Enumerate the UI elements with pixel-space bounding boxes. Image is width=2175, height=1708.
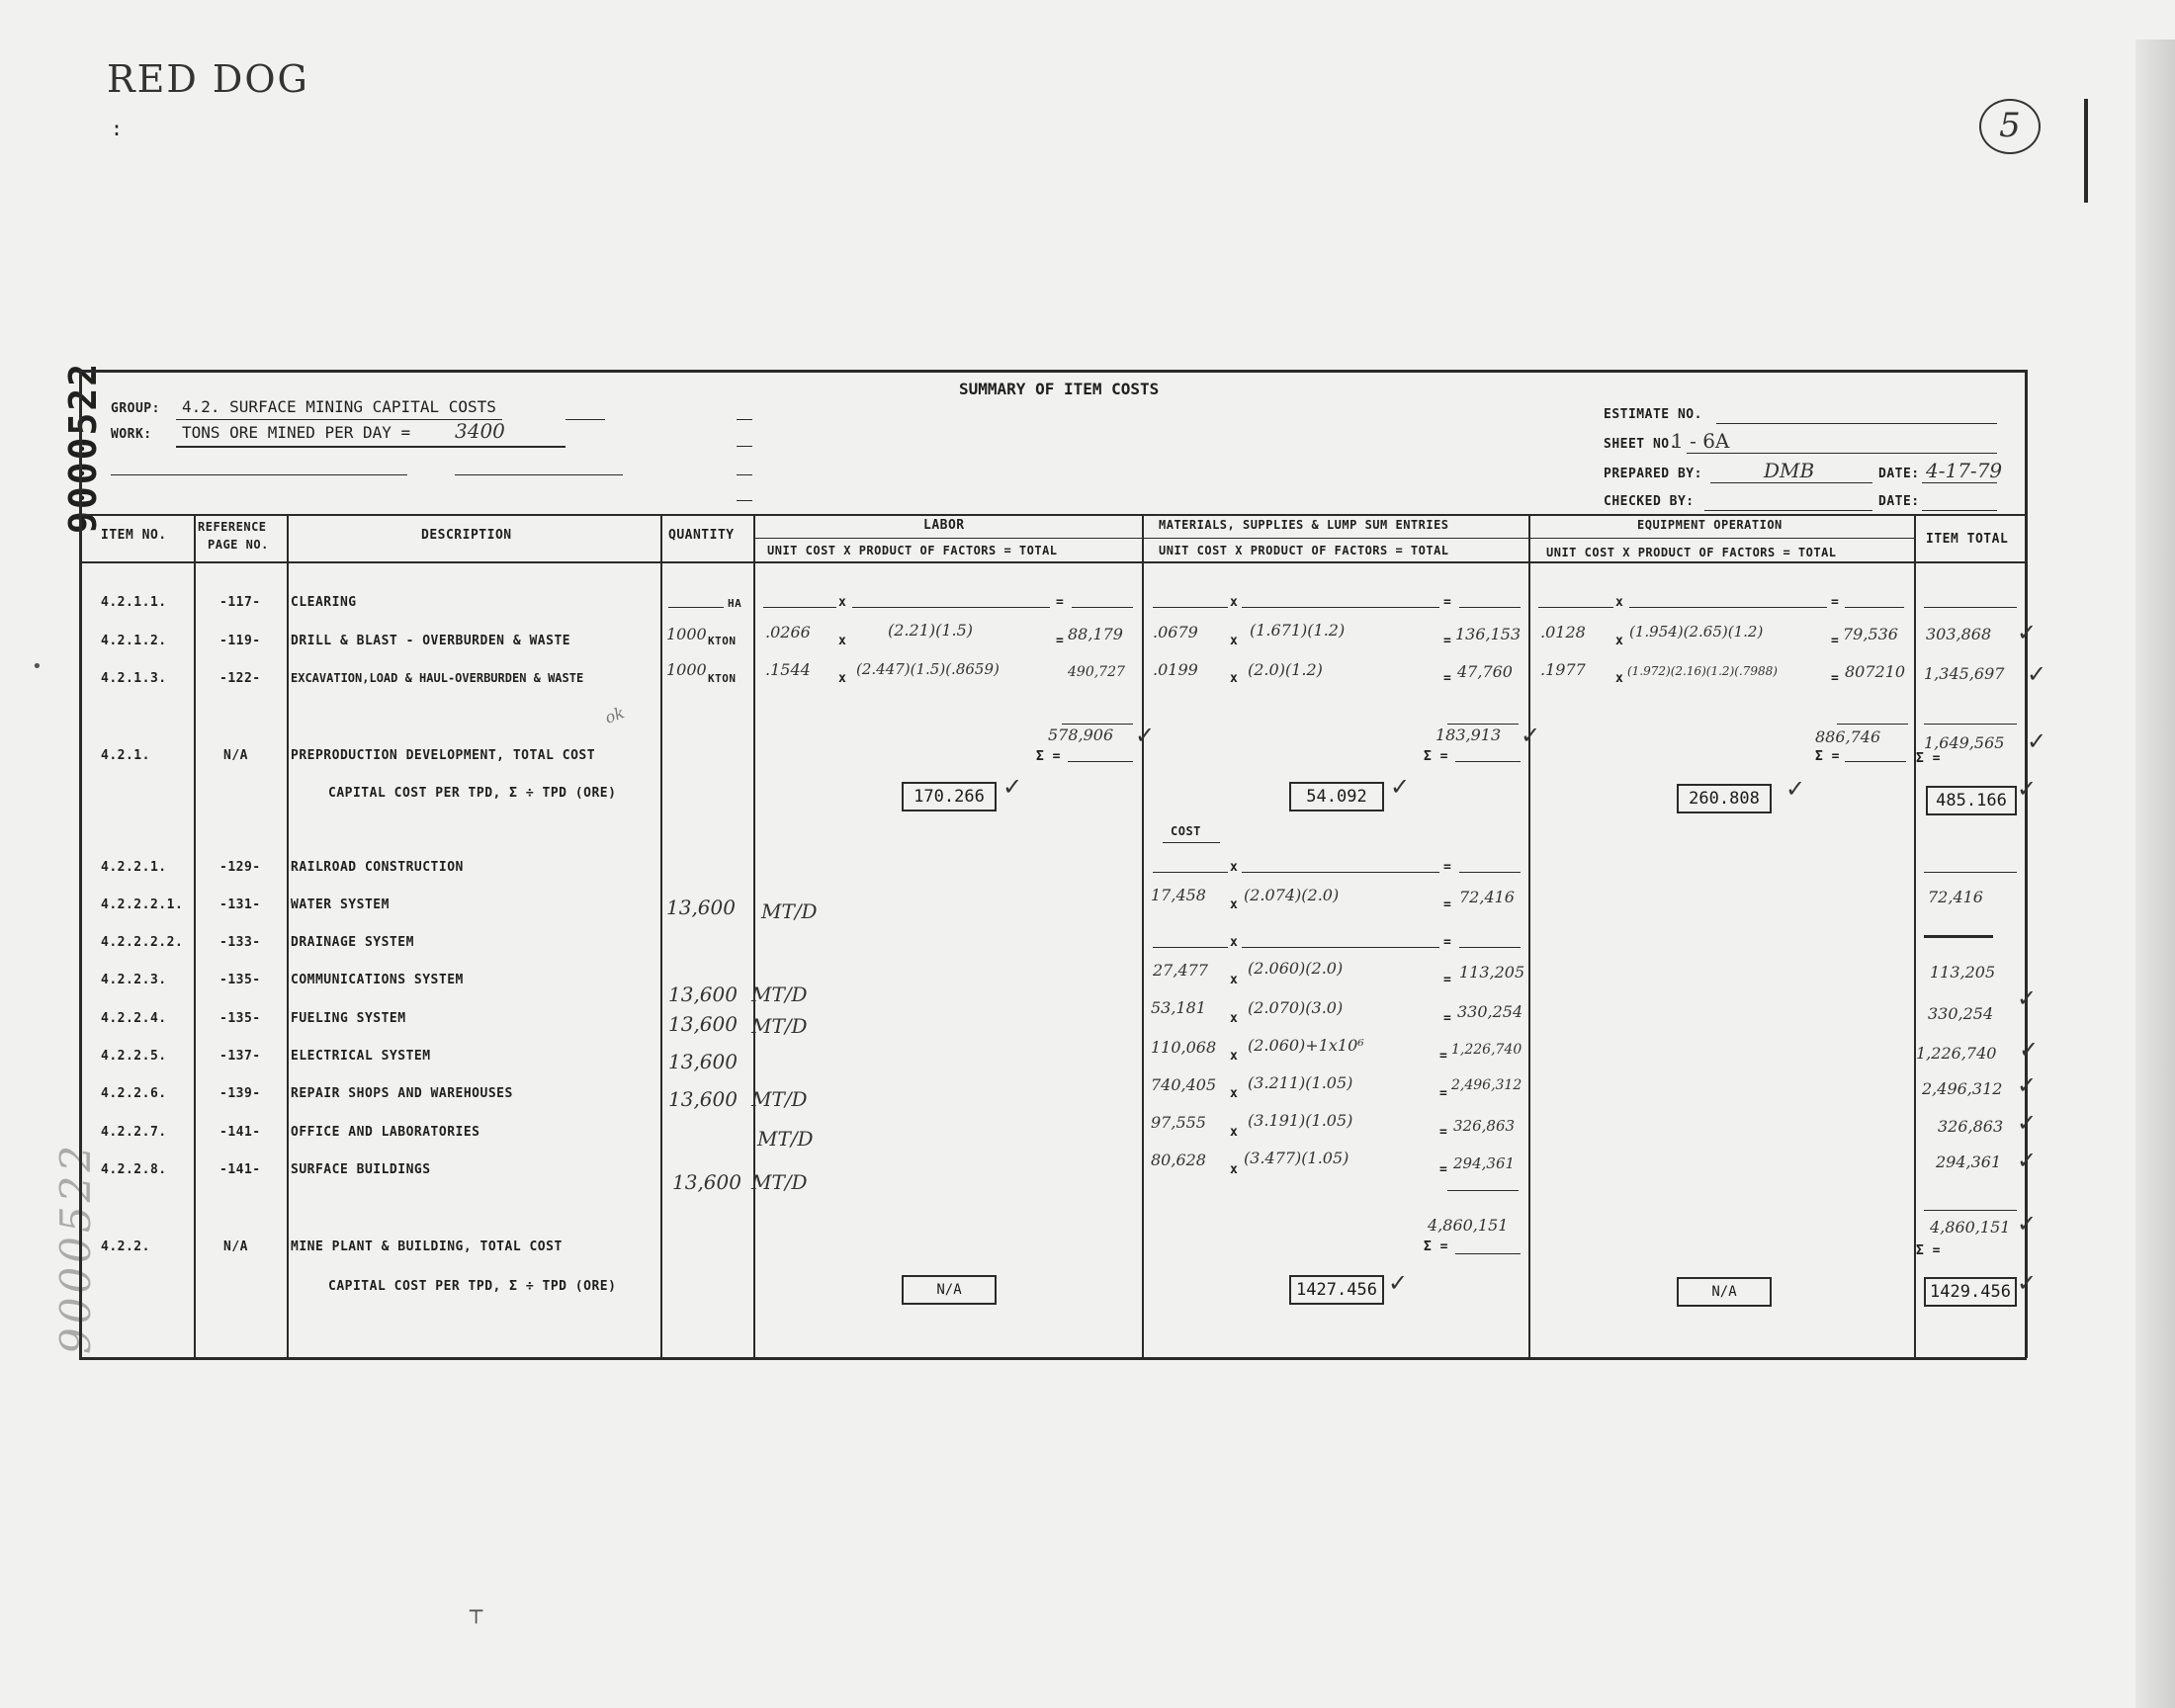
r7-mat-f: (2.074)(2.0) xyxy=(1244,886,1340,904)
r6-mat-eq: = xyxy=(1443,860,1452,875)
r4-mat-overline xyxy=(1447,724,1519,725)
r11-mat-eq: = xyxy=(1439,1049,1448,1064)
r2-qty-unit: KTON xyxy=(708,635,737,647)
r7-qty: 13,600 xyxy=(666,896,736,919)
r4-lab-overline xyxy=(1062,724,1133,725)
date-line xyxy=(1922,482,1997,483)
estimate-no-line xyxy=(1716,423,1997,424)
r14-mat-x: x xyxy=(1230,1162,1239,1177)
col-line-4 xyxy=(753,514,755,1358)
r12-mat-f: (3.211)(1.05) xyxy=(1248,1073,1353,1092)
r2-ref: -119- xyxy=(219,634,261,648)
header-mid-rule xyxy=(753,538,1914,539)
blank-line-4 xyxy=(737,500,752,501)
r1-mat-eq: = xyxy=(1443,595,1452,610)
r13-qty-unit: MT/D xyxy=(757,1127,814,1151)
col-line-5 xyxy=(1142,514,1144,1358)
col-labor-sub: UNIT COST X PRODUCT OF FACTORS = TOTAL xyxy=(767,544,1058,557)
col-item-no: ITEM NO. xyxy=(101,528,167,543)
r3-eq-uc: .1977 xyxy=(1540,660,1586,679)
r8-item: 4.2.2.2.2. xyxy=(101,935,184,950)
r1-lab-uc-line xyxy=(763,607,836,608)
col-line-2 xyxy=(287,514,289,1358)
r14-check: ✓ xyxy=(2017,1147,2038,1174)
r1-qty-line xyxy=(668,607,724,608)
col-description: DESCRIPTION xyxy=(421,528,512,543)
r9-mat-eq: = xyxy=(1443,973,1452,987)
group-underline-2 xyxy=(566,419,605,420)
r3-mat-f: (2.0)(1.2) xyxy=(1248,660,1323,679)
prepared-by-label: PREPARED BY: xyxy=(1604,467,1702,481)
r3-eq-t: 807210 xyxy=(1845,662,1906,681)
r2-check: ✓ xyxy=(2017,619,2038,646)
prepared-by-line xyxy=(1710,482,1872,483)
r6-desc: RAILROAD CONSTRUCTION xyxy=(291,860,464,875)
r4-lab-sigma: Σ = xyxy=(1036,749,1061,764)
r8-mat-uc-line xyxy=(1153,947,1228,948)
group-underline-3 xyxy=(737,419,752,420)
header-top-rule xyxy=(79,514,2027,516)
document-id-vertical: 9000522 xyxy=(61,361,105,534)
r1-eq-t-line xyxy=(1845,607,1904,608)
r12-ref: -139- xyxy=(219,1086,261,1101)
r14-desc: SURFACE BUILDINGS xyxy=(291,1162,431,1177)
r5-desc: CAPITAL COST PER TPD, Σ ÷ TPD (ORE) xyxy=(328,786,617,801)
prepared-by-value: DMB xyxy=(1764,459,1815,482)
margin-mark xyxy=(2084,99,2088,203)
checked-by-line xyxy=(1704,510,1872,511)
r2-lab-uc: .0266 xyxy=(765,623,811,641)
r13-check: ✓ xyxy=(2017,1109,2038,1137)
blank-line-2 xyxy=(455,474,623,475)
r3-lab-x: x xyxy=(838,671,847,686)
r7-mat-x: x xyxy=(1230,897,1239,912)
r2-eq-x: x xyxy=(1615,634,1624,648)
r15-mat-overline xyxy=(1447,1190,1519,1191)
r15-ref: N/A xyxy=(223,1239,248,1254)
r1-mat-f-line xyxy=(1242,607,1439,608)
r11-mat-x: x xyxy=(1230,1049,1239,1064)
r16-mat-check: ✓ xyxy=(1388,1269,1409,1297)
r10-check: ✓ xyxy=(2017,984,2038,1012)
r8-desc: DRAINAGE SYSTEM xyxy=(291,935,414,950)
r1-desc: CLEARING xyxy=(291,595,357,610)
r3-lab-t: 490,727 xyxy=(1068,664,1125,680)
r4-ref: N/A xyxy=(223,748,248,763)
r14-ref: -141- xyxy=(219,1162,261,1177)
r8-mat-eq: = xyxy=(1443,935,1452,950)
r13-mat-uc: 97,555 xyxy=(1151,1113,1206,1132)
r15-total-sigma: Σ = xyxy=(1916,1243,1941,1258)
r16-mat-box: 1427.456 xyxy=(1289,1275,1384,1305)
r4-eq-line xyxy=(1845,761,1906,762)
r1-lab-f-line xyxy=(852,607,1050,608)
r4-mat-sigma: Σ = xyxy=(1424,749,1448,764)
r5-total-check: ✓ xyxy=(2017,775,2038,803)
r2-qty: 1000 xyxy=(666,625,707,643)
r5-lab-check: ✓ xyxy=(1002,773,1023,801)
r1-eq-uc-line xyxy=(1538,607,1613,608)
r16-desc: CAPITAL COST PER TPD, Σ ÷ TPD (ORE) xyxy=(328,1279,617,1294)
r9-mat-uc: 27,477 xyxy=(1153,961,1208,980)
r2-mat-eq: = xyxy=(1443,634,1452,648)
col-equipment: EQUIPMENT OPERATION xyxy=(1637,518,1783,532)
r12-mat-t: 2,496,312 xyxy=(1451,1077,1522,1093)
estimate-no-label: ESTIMATE NO. xyxy=(1604,407,1702,422)
date2-label: DATE: xyxy=(1878,494,1920,509)
r14-mat-eq: = xyxy=(1439,1162,1448,1177)
r10-qty-unit: MT/D xyxy=(751,982,808,1006)
r14-item: 4.2.2.8. xyxy=(101,1162,167,1177)
r7-qty-unit: MT/D xyxy=(761,899,818,923)
r4-total: 1,649,565 xyxy=(1924,733,2005,752)
r11-total: 1,226,740 xyxy=(1916,1044,1997,1063)
r15-total-check: ✓ xyxy=(2017,1210,2038,1238)
r10-qty: 13,600 xyxy=(668,982,738,1006)
r13-mat-f: (3.191)(1.05) xyxy=(1248,1111,1353,1130)
r3-eq-eq: = xyxy=(1831,671,1840,686)
r1-ref: -117- xyxy=(219,595,261,610)
r15-total-overline xyxy=(1924,1210,2017,1211)
group-label: GROUP: xyxy=(111,401,160,416)
r3-mat-t: 47,760 xyxy=(1457,662,1513,681)
r2-eq-eq: = xyxy=(1831,634,1840,648)
col-item-total: ITEM TOTAL xyxy=(1926,532,2009,547)
r6-item: 4.2.2.1. xyxy=(101,860,167,875)
r3-ref: -122- xyxy=(219,671,261,686)
page-number-circle: 5 xyxy=(1979,99,2041,154)
cost-label: COST xyxy=(1171,824,1201,838)
margin-dots: : xyxy=(111,117,124,140)
frame-left xyxy=(79,370,82,1358)
stray-mark: ┬ xyxy=(470,1599,483,1624)
cost-underline xyxy=(1163,842,1220,843)
r2-eq-t: 79,536 xyxy=(1843,625,1898,643)
r1-qty-unit: HA xyxy=(728,597,742,610)
r11-mat-t: 1,226,740 xyxy=(1451,1042,1522,1058)
r8-ref: -133- xyxy=(219,935,261,950)
r13-mat-eq: = xyxy=(1439,1125,1448,1140)
r10-mat-eq: = xyxy=(1443,1011,1452,1026)
frame-top xyxy=(79,370,2027,373)
work-label: WORK: xyxy=(111,427,152,442)
ok-note: ok xyxy=(602,703,627,727)
r1-eq-x: x xyxy=(1615,595,1624,610)
r3-mat-uc: .0199 xyxy=(1153,660,1198,679)
r5-lab-box: 170.266 xyxy=(902,782,997,811)
work-value: TONS ORE MINED PER DAY = xyxy=(182,423,411,442)
col-line-1 xyxy=(194,514,196,1358)
r13-mat-x: x xyxy=(1230,1125,1239,1140)
col-labor: LABOR xyxy=(923,518,965,533)
r11-qty-unit: MT/D xyxy=(751,1014,808,1038)
r1-lab-t-line xyxy=(1072,607,1133,608)
r2-mat-t: 136,153 xyxy=(1455,625,1522,643)
r15-desc: MINE PLANT & BUILDING, TOTAL COST xyxy=(291,1239,563,1254)
r1-eq-f-line xyxy=(1629,607,1827,608)
r14-qty-unit: MT/D xyxy=(751,1170,808,1194)
r3-qty: 1000 xyxy=(666,660,707,679)
r7-mat-eq: = xyxy=(1443,897,1452,912)
checked-by-label: CHECKED BY: xyxy=(1604,494,1695,509)
r7-mat-t: 72,416 xyxy=(1459,888,1515,906)
r5-eq-box: 260.808 xyxy=(1677,784,1772,813)
r2-mat-x: x xyxy=(1230,634,1239,648)
col-line-6 xyxy=(1528,514,1530,1358)
r15-mat-line xyxy=(1455,1253,1521,1254)
sheet-no-line xyxy=(1687,453,1997,454)
r6-mat-uc-line xyxy=(1153,872,1228,873)
r4-eq-t: 886,746 xyxy=(1815,727,1881,746)
r1-lab-eq: = xyxy=(1056,595,1065,610)
r2-lab-x: x xyxy=(838,634,847,648)
r2-mat-uc: .0679 xyxy=(1153,623,1198,641)
r2-desc: DRILL & BLAST - OVERBURDEN & WASTE xyxy=(291,634,571,648)
r6-mat-t-line xyxy=(1459,872,1521,873)
r13-total: 326,863 xyxy=(1938,1117,2004,1136)
header-bottom-rule xyxy=(79,561,2027,563)
r9-desc: COMMUNICATIONS SYSTEM xyxy=(291,973,464,987)
r14-mat-uc: 80,628 xyxy=(1151,1151,1206,1169)
r5-mat-check: ✓ xyxy=(1390,773,1411,801)
col-materials: MATERIALS, SUPPLIES & LUMP SUM ENTRIES xyxy=(1159,518,1449,532)
frame-bottom xyxy=(79,1357,2027,1360)
r11-check: ✓ xyxy=(2019,1036,2040,1064)
r2-eq-uc: .0128 xyxy=(1540,623,1586,641)
blank-line-1 xyxy=(111,474,407,475)
sheet-no-label: SHEET NO. xyxy=(1604,437,1678,452)
form-title: SUMMARY OF ITEM COSTS xyxy=(959,380,1160,398)
r2-lab-eq: = xyxy=(1056,634,1065,648)
r12-mat-x: x xyxy=(1230,1086,1239,1101)
r13-mat-t: 326,863 xyxy=(1453,1117,1516,1135)
r9-total: 113,205 xyxy=(1930,963,1996,982)
col-materials-sub: UNIT COST X PRODUCT OF FACTORS = TOTAL xyxy=(1159,544,1449,557)
blank-line-3 xyxy=(737,474,752,475)
r8-total-dash xyxy=(1924,935,1993,938)
r9-mat-x: x xyxy=(1230,973,1239,987)
r7-desc: WATER SYSTEM xyxy=(291,897,390,912)
work-underline-2 xyxy=(737,446,752,447)
col-equipment-sub: UNIT COST X PRODUCT OF FACTORS = TOTAL xyxy=(1546,546,1837,559)
r11-qty: 13,600 xyxy=(668,1012,738,1036)
r3-check: ✓ xyxy=(2027,660,2047,688)
r1-lab-x: x xyxy=(838,595,847,610)
r3-eq-f: (1.972)(2.16)(1.2)(.7988) xyxy=(1627,664,1778,678)
r9-item: 4.2.2.3. xyxy=(101,973,167,987)
r12-item: 4.2.2.6. xyxy=(101,1086,167,1101)
r16-total-box: 1429.456 xyxy=(1924,1277,2017,1307)
r4-total-overline xyxy=(1924,724,2017,725)
r3-qty-unit: KTON xyxy=(708,672,737,685)
r9-mat-f: (2.060)(2.0) xyxy=(1248,959,1344,978)
work-underline xyxy=(176,446,566,448)
r12-qty-unit: MT/D xyxy=(751,1087,808,1111)
r1-mat-x: x xyxy=(1230,595,1239,610)
r4-total-sigma: Σ = xyxy=(1916,751,1941,766)
r15-total: 4,860,151 xyxy=(1930,1218,2011,1237)
r3-desc: EXCAVATION,LOAD & HAUL-OVERBURDEN & WASTE xyxy=(291,671,584,685)
r10-mat-x: x xyxy=(1230,1011,1239,1026)
r14-qty: 13,600 xyxy=(672,1170,741,1194)
r14-total: 294,361 xyxy=(1936,1153,2002,1171)
r3-lab-f: (2.447)(1.5)(.8659) xyxy=(856,660,1000,678)
document-id-vertical-faint: 9000522 xyxy=(51,1141,100,1354)
r7-ref: -131- xyxy=(219,897,261,912)
r13-item: 4.2.2.7. xyxy=(101,1125,167,1140)
r14-mat-f: (3.477)(1.05) xyxy=(1244,1149,1349,1167)
col-line-7 xyxy=(1914,514,1916,1358)
r10-mat-t: 330,254 xyxy=(1457,1002,1523,1021)
col-quantity: QUANTITY xyxy=(668,528,735,543)
r7-item: 4.2.2.2.1. xyxy=(101,897,184,912)
r11-item: 4.2.2.5. xyxy=(101,1049,167,1064)
r6-mat-f-line xyxy=(1242,872,1439,873)
r2-lab-t: 88,179 xyxy=(1068,625,1123,643)
r4-lab-check: ✓ xyxy=(1135,722,1156,749)
group-underline xyxy=(176,419,502,420)
r11-desc: ELECTRICAL SYSTEM xyxy=(291,1049,431,1064)
r9-ref: -135- xyxy=(219,973,261,987)
scan-edge-shadow xyxy=(2135,40,2175,1708)
r6-ref: -129- xyxy=(219,860,261,875)
margin-dot: • xyxy=(32,656,43,677)
r5-total-box: 485.166 xyxy=(1926,786,2017,815)
r16-total-check: ✓ xyxy=(2017,1269,2038,1297)
r11-mat-uc: 110,068 xyxy=(1151,1038,1217,1057)
r8-mat-f-line xyxy=(1242,947,1439,948)
r3-total: 1,345,697 xyxy=(1924,664,2005,683)
r4-eq-overline xyxy=(1837,724,1908,725)
r5-mat-box: 54.092 xyxy=(1289,782,1384,811)
r12-qty: 13,600 xyxy=(668,1050,738,1073)
r12-desc: REPAIR SHOPS AND WAREHOUSES xyxy=(291,1086,513,1101)
r8-mat-x: x xyxy=(1230,935,1239,950)
r13-ref: -141- xyxy=(219,1125,261,1140)
r10-ref: -135- xyxy=(219,1011,261,1026)
r2-lab-f: (2.21)(1.5) xyxy=(888,621,974,640)
r8-mat-t-line xyxy=(1459,947,1521,948)
r1-item: 4.2.1.1. xyxy=(101,595,167,610)
r3-mat-eq: = xyxy=(1443,671,1452,686)
r2-total: 303,868 xyxy=(1926,625,1992,643)
r13-qty: 13,600 xyxy=(668,1087,738,1111)
r1-mat-t-line xyxy=(1459,607,1521,608)
r5-eq-check: ✓ xyxy=(1785,775,1806,803)
r10-item: 4.2.2.4. xyxy=(101,1011,167,1026)
r10-mat-f: (2.070)(3.0) xyxy=(1248,998,1344,1017)
r4-total-check: ✓ xyxy=(2027,727,2047,755)
r4-eq-sigma: Σ = xyxy=(1815,749,1840,764)
r11-mat-f: (2.060)+1x10⁶ xyxy=(1248,1036,1364,1055)
r10-mat-uc: 53,181 xyxy=(1151,998,1206,1017)
r4-mat-line xyxy=(1455,761,1521,762)
col-reference: REFERENCE xyxy=(198,520,267,534)
r7-mat-uc: 17,458 xyxy=(1151,886,1206,904)
r14-mat-t: 294,361 xyxy=(1453,1154,1516,1172)
date-value: 4-17-79 xyxy=(1926,459,2003,482)
r3-item: 4.2.1.3. xyxy=(101,671,167,686)
group-value: 4.2. SURFACE MINING CAPITAL COSTS xyxy=(182,397,496,416)
r2-item: 4.2.1.2. xyxy=(101,634,167,648)
r16-lab-box: N/A xyxy=(902,1275,997,1305)
r9-mat-t: 113,205 xyxy=(1459,963,1525,982)
r4-item: 4.2.1. xyxy=(101,748,150,763)
r13-desc: OFFICE AND LABORATORIES xyxy=(291,1125,480,1140)
col-line-3 xyxy=(660,514,662,1358)
r15-mat-sigma: Σ = xyxy=(1424,1239,1448,1254)
r1-total-line xyxy=(1924,607,2017,608)
r12-total: 2,496,312 xyxy=(1922,1079,2003,1098)
date2-line xyxy=(1922,510,1997,511)
r4-mat-t: 183,913 xyxy=(1436,726,1502,744)
r1-eq-eq: = xyxy=(1831,595,1840,610)
col-page-no: PAGE NO. xyxy=(208,538,269,552)
r16-eq-box: N/A xyxy=(1677,1277,1772,1307)
r4-desc: PREPRODUCTION DEVELOPMENT, TOTAL COST xyxy=(291,748,596,763)
r12-mat-uc: 740,405 xyxy=(1151,1075,1217,1094)
work-handwritten-value: 3400 xyxy=(455,419,505,443)
r15-mat-t: 4,860,151 xyxy=(1428,1216,1509,1235)
date-label: DATE: xyxy=(1878,467,1920,481)
r4-lab-t: 578,906 xyxy=(1048,726,1114,744)
r7-total: 72,416 xyxy=(1928,888,1983,906)
r3-lab-uc: .1544 xyxy=(765,660,811,679)
r11-ref: -137- xyxy=(219,1049,261,1064)
sheet-no-value: 1 - 6A xyxy=(1671,429,1730,453)
r15-item: 4.2.2. xyxy=(101,1239,150,1254)
r6-total-line xyxy=(1924,872,2017,873)
r12-check: ✓ xyxy=(2017,1071,2038,1099)
r10-total: 330,254 xyxy=(1928,1004,1994,1023)
r1-mat-uc-line xyxy=(1153,607,1228,608)
r6-mat-x: x xyxy=(1230,860,1239,875)
r4-lab-line xyxy=(1068,761,1133,762)
r10-desc: FUELING SYSTEM xyxy=(291,1011,406,1026)
r3-eq-x: x xyxy=(1615,671,1624,686)
r2-eq-f: (1.954)(2.65)(1.2) xyxy=(1629,623,1764,640)
r3-mat-x: x xyxy=(1230,671,1239,686)
r2-mat-f: (1.671)(1.2) xyxy=(1250,621,1346,640)
r12-mat-eq: = xyxy=(1439,1086,1448,1101)
handwritten-title: RED DOG xyxy=(107,57,309,101)
r4-mat-check: ✓ xyxy=(1521,722,1541,749)
